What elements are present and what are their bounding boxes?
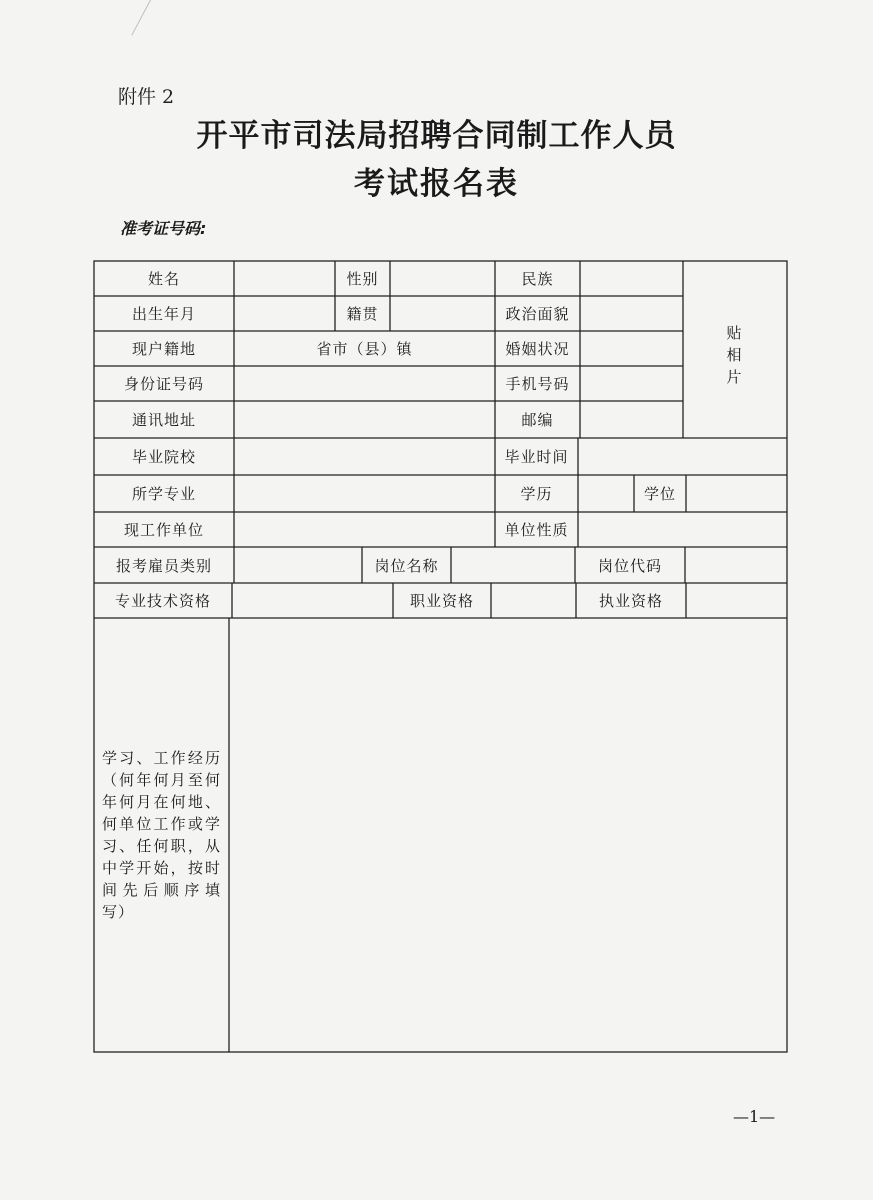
household-field[interactable]: 省市（县）镇 (316, 340, 413, 358)
employer-type-label: 单位性质 (504, 521, 569, 539)
position-code-field[interactable] (685, 547, 787, 583)
ethnicity-field[interactable] (580, 261, 683, 296)
graduate-school-field[interactable] (234, 438, 495, 475)
professional-qualification-field[interactable] (232, 583, 393, 618)
education-label: 学历 (520, 485, 553, 503)
degree-label: 学位 (643, 485, 676, 503)
marital-status-label: 婚姻状况 (505, 340, 570, 358)
applicant-category-field[interactable] (234, 547, 362, 583)
current-employer-field[interactable] (234, 512, 495, 547)
address-field[interactable] (234, 401, 495, 438)
practice-qualification-label: 执业资格 (598, 592, 663, 610)
birth-label: 出生年月 (131, 305, 196, 323)
degree-field[interactable] (686, 475, 787, 512)
marital-status-field[interactable] (580, 331, 683, 366)
history-field[interactable] (229, 618, 787, 1052)
applicant-category-label: 报考雇员类别 (115, 556, 212, 575)
exam-number-label: 准考证号码: (120, 219, 207, 238)
photo-placeholder[interactable]: 贴相片 (726, 324, 742, 386)
page-number: —1— (733, 1107, 776, 1126)
political-status-field[interactable] (580, 296, 683, 331)
position-name-field[interactable] (451, 547, 575, 583)
mobile-field[interactable] (580, 366, 683, 401)
political-status-label: 政治面貌 (505, 305, 570, 323)
gender-field[interactable] (390, 261, 495, 296)
history-label: 学习、工作经历（何年何月至何年何月在何地、何单位工作或学习、任何职，从中学开始，按时间先后顺序填写） (102, 749, 221, 921)
native-place-label: 籍贯 (346, 305, 379, 323)
name-field[interactable] (234, 261, 335, 296)
graduate-school-label: 毕业院校 (131, 448, 196, 466)
vocational-qualification-label: 职业资格 (409, 592, 474, 610)
vocational-qualification-field[interactable] (491, 583, 576, 618)
id-number-field[interactable] (234, 366, 495, 401)
major-label: 所学专业 (131, 485, 196, 503)
id-number-label: 身份证号码 (123, 375, 204, 393)
birth-field[interactable] (234, 296, 335, 331)
current-employer-label: 现工作单位 (123, 521, 204, 539)
practice-qualification-field[interactable] (686, 583, 787, 618)
native-place-field[interactable] (390, 296, 495, 331)
graduate-time-label: 毕业时间 (504, 448, 569, 466)
household-label: 现户籍地 (131, 340, 196, 358)
position-name-label: 岗位名称 (374, 556, 439, 575)
education-field[interactable] (578, 475, 634, 512)
postcode-label: 邮编 (521, 411, 554, 429)
position-code-label: 岗位代码 (597, 556, 662, 575)
mobile-label: 手机号码 (505, 375, 570, 393)
page-title: 开平市司法局招聘合同制工作人员 (196, 118, 677, 154)
name-label: 姓名 (147, 270, 180, 288)
page-subtitle: 考试报名表 (354, 166, 519, 202)
employer-type-field[interactable] (578, 512, 787, 547)
professional-qualification-label: 专业技术资格 (114, 592, 211, 610)
attachment-label: 附件 2 (118, 86, 175, 108)
gender-label: 性别 (346, 270, 379, 288)
postcode-field[interactable] (580, 401, 683, 438)
address-label: 通讯地址 (131, 411, 196, 429)
ethnicity-label: 民族 (521, 270, 554, 288)
graduate-time-field[interactable] (578, 438, 787, 475)
major-field[interactable] (234, 475, 495, 512)
